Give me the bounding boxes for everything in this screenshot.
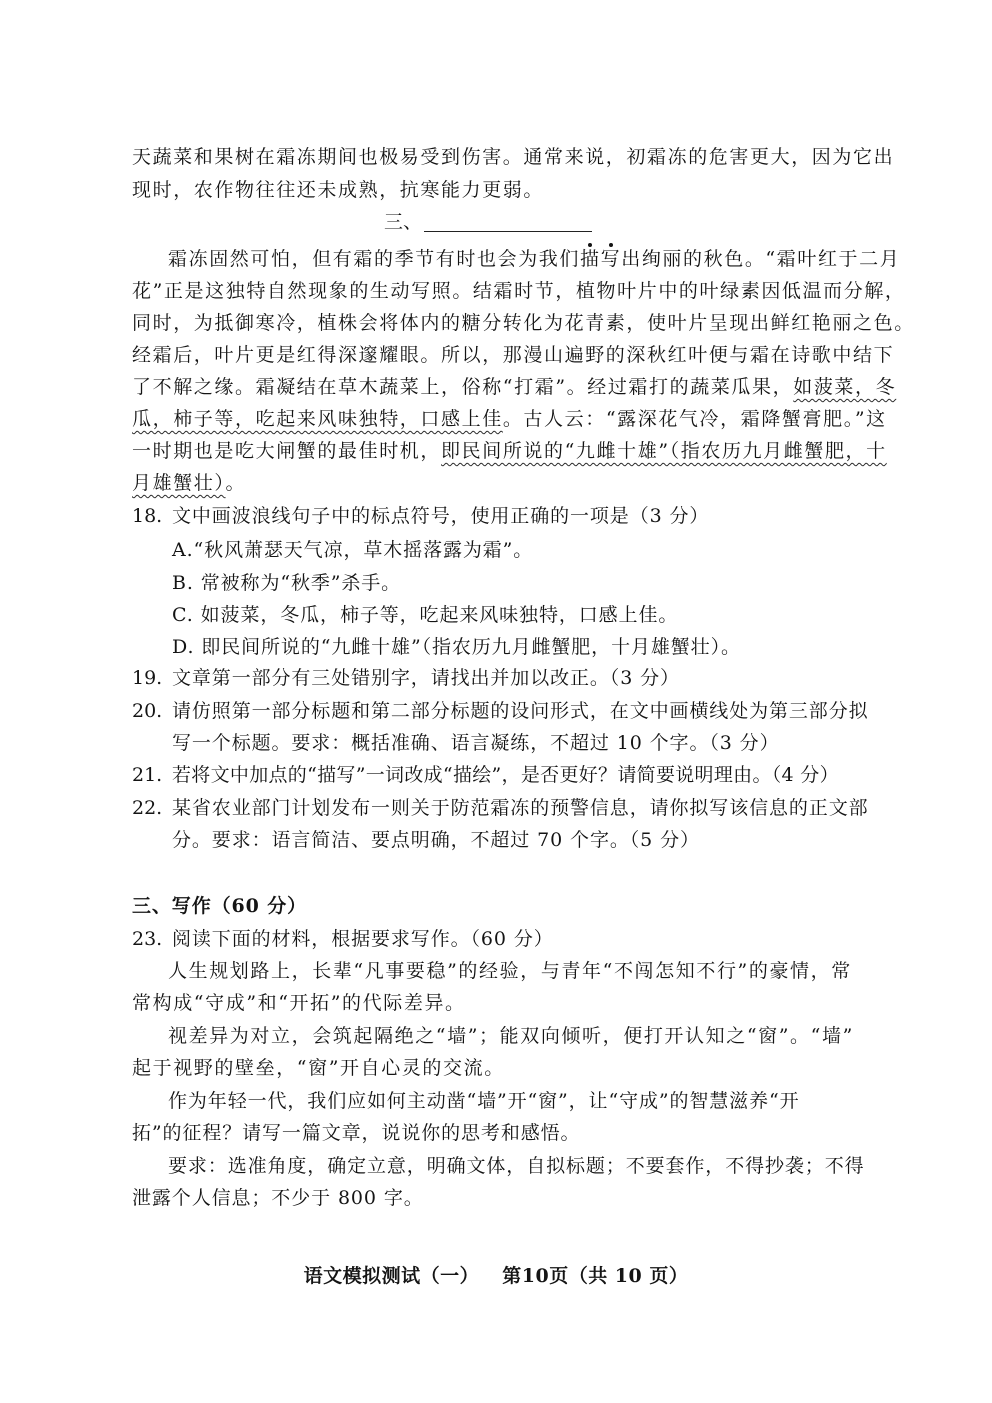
material-2-line-2: 起于视野的壁垒，“窗”开自心灵的交流。 bbox=[132, 1057, 505, 1079]
wavy-underline-sentence-1a: 如菠菜，冬 bbox=[793, 376, 897, 398]
q21-text: 若将文中加点的“描写”一词改成“描绘”，是否更好？请简要说明理由。（4 分） bbox=[172, 764, 839, 786]
text-span: 一时期也是吃大闸蟹的最佳时机， bbox=[132, 440, 442, 462]
page-footer bbox=[0, 1262, 992, 1290]
wavy-underline-sentence-2b: 月雄蟹壮） bbox=[132, 472, 226, 494]
text-span: 了不解之缘。霜凝结在草木蔬菜上，俗称“打霜”。经过霜打的蔬菜瓜果， bbox=[132, 376, 794, 398]
dotted-char-xie: 写 bbox=[600, 248, 622, 270]
material-1-line-2: 常构成“守成”和“开拓”的代际差异。 bbox=[132, 992, 466, 1014]
dotted-char-miao: 描 bbox=[580, 248, 601, 270]
material-1-line-1: 人生规划路上，长辈“凡事要稳”的经验，与青年“不闯怎知不行”的豪情，常 bbox=[168, 960, 852, 982]
q18-text: 文中画波浪线句子中的标点符号，使用正确的一项是（3 分） bbox=[172, 505, 710, 527]
section-3-heading bbox=[384, 208, 422, 236]
material-3-line-2: 拓”的征程？请写一篇文章，说说你的思考和感悟。 bbox=[132, 1122, 581, 1144]
paragraph-3-line-7 bbox=[132, 437, 887, 465]
q20-text-line-2: 写一个标题。要求：概括准确、语言凝练，不超过 10 个字。（3 分） bbox=[172, 732, 780, 754]
q19-number: 19. bbox=[132, 667, 163, 689]
paragraph-3-line-3: 同时，为抵御寒冷，植株会将体内的糖分转化为花青素，使叶片呈现出鲜红艳丽之色。 bbox=[132, 312, 915, 334]
q22-number: 22. bbox=[132, 797, 163, 819]
footer-page-number: 第10页（共 10 页） bbox=[502, 1265, 689, 1287]
q23-number: 23. bbox=[132, 928, 163, 950]
paragraph-3-line-1 bbox=[168, 245, 901, 273]
material-2-line-1: 视差异为对立，会筑起隔绝之“墙”；能双向倾听，便打开认知之“窗”。“墙” bbox=[168, 1025, 854, 1047]
paragraph-3-line-2: 花”正是这独特自然现象的生动写照。结霜时节，植物叶片中的叶绿素因低温而分解， bbox=[132, 280, 906, 302]
q18-option-d: D. 即民间所说的“九雌十雄”（指农历九月雌蟹肥，十月雄蟹壮）。 bbox=[172, 636, 741, 658]
section-3-title-blank bbox=[424, 231, 592, 232]
paragraph-3-line-4: 经霜后，叶片更是红得深邃耀眼。所以，那漫山遍野的深秋红叶便与霜在诗歌中结下 bbox=[132, 344, 895, 366]
text-span: 出绚丽的秋色。“霜叶红于二月 bbox=[621, 248, 901, 270]
q21-number: 21. bbox=[132, 764, 163, 786]
q20-number: 20. bbox=[132, 700, 163, 722]
q18-option-b: B. 常被称为“秋季”杀手。 bbox=[172, 572, 402, 594]
q23-text: 阅读下面的材料，根据要求写作。（60 分） bbox=[172, 928, 554, 950]
wavy-underline-sentence-2a: 即民间所说的“九雌十雄”（指农历九月雌蟹肥，十 bbox=[441, 440, 887, 462]
q20-text-line-1: 请仿照第一部分标题和第二部分标题的设问形式，在文中画横线处为第三部分拟 bbox=[172, 700, 869, 722]
text-span: 。古人云：“露深花气冷，霜降蟹膏肥。”这 bbox=[502, 408, 887, 430]
wavy-underline-sentence-1b: 瓜，柿子等，吃起来风味独特，口感上佳 bbox=[132, 408, 503, 430]
q18-option-a: A.“秋风萧瑟天气凉，草木摇落露为霜”。 bbox=[172, 539, 534, 561]
paragraph-3-line-6 bbox=[132, 405, 887, 433]
requirements-line-1: 要求：选准角度，确定立意，明确文体，自拟标题；不要套作，不得抄袭；不得 bbox=[168, 1155, 865, 1177]
requirements-line-2: 泄露个人信息；不少于 800 字。 bbox=[132, 1187, 424, 1209]
q18-option-c: C. 如菠菜，冬瓜，柿子等，吃起来风味独特，口感上佳。 bbox=[172, 604, 679, 626]
q18-number: 18. bbox=[132, 505, 163, 527]
passage-intro-line-1: 天蔬菜和果树在霜冻期间也极易受到伤害。通常来说，初霜冻的危害更大，因为它出 bbox=[132, 146, 895, 168]
section-3-label: 三、 bbox=[384, 211, 423, 233]
paragraph-3-line-8 bbox=[132, 469, 862, 497]
q22-text-line-1: 某省农业部门计划发布一则关于防范霜冻的预警信息，请你拟写该信息的正文部 bbox=[172, 797, 869, 819]
passage-intro-line-2: 现时，农作物往往还未成熟，抗寒能力更弱。 bbox=[132, 179, 545, 201]
material-3-line-1: 作为年轻一代，我们应如何主动凿“墙”开“窗”，让“守成”的智慧滋养“开 bbox=[168, 1090, 800, 1112]
writing-section-title: 三、写作（60 分） bbox=[132, 895, 308, 917]
text-span: 霜冻固然可怕，但有霜的季节有时也会为我们 bbox=[168, 248, 581, 270]
q22-text-line-2: 分。要求：语言简洁、要点明确，不超过 70 个字。（5 分） bbox=[172, 829, 700, 851]
paragraph-3-line-5 bbox=[132, 373, 897, 401]
q19-text: 文章第一部分有三处错别字，请找出并加以改正。（3 分） bbox=[172, 667, 680, 689]
footer-exam-title: 语文模拟测试（一） bbox=[303, 1265, 480, 1287]
text-span: 。 bbox=[225, 472, 247, 494]
